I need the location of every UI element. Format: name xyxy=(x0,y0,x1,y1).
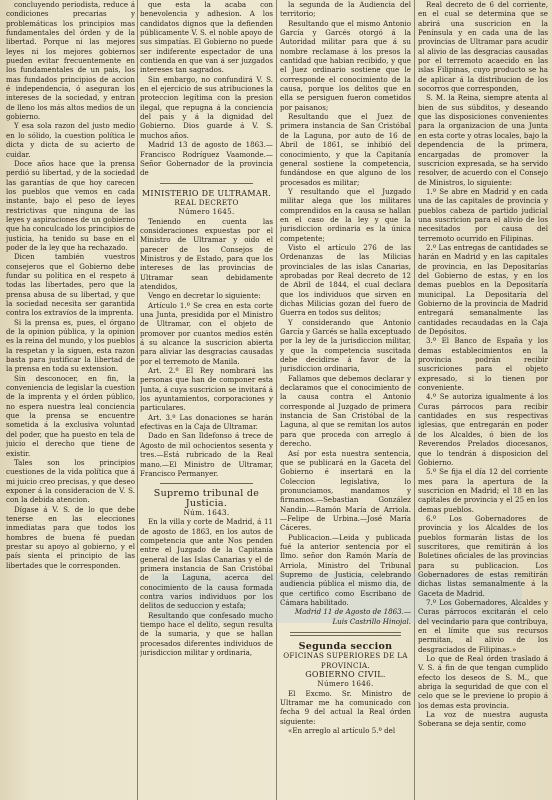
paragraph: concluyendo periodista, reduce á condiciones precarias y problemáticas los principios mas fundamentales del órden y de la libertad. Porque ni las mejores leyes ni los mejores gobiernos pueden evitar frecuentemente en los fundamentales de un pais, los mas fundados principios de accion é independencia, ó aseguran los intereses de la sociedad, y entran de lleno los más altos medios de un gobierno. xyxy=(6,0,135,122)
paragraph: la segunda de la Audiencia del territorio; xyxy=(280,0,411,19)
paragraph: «En arreglo al artículo 5.º del xyxy=(288,726,396,736)
section-heading: Segunda seccion xyxy=(298,641,393,653)
column-1 xyxy=(6,0,135,800)
signature-line: Madrid 13 de agosto de 1863.—Francisco Rodríguez Vaamonde.—Señor Gobernador de la provincia de xyxy=(140,140,273,178)
paragraph: Resultando que el Juez de primera instancia de San Cristóbal de la Laguna, por auto de 16 de Abril de 1861, se inhibió del conocimiento, y que la Capitanía general sostiene la competencia, fundándose en que alguno de los procesados es militar; xyxy=(280,112,411,187)
paragraph: Vengo en decretar lo siguiente: xyxy=(148,291,261,301)
paragraph: Si la prensa es, pues, el órgano de la opinion pública, y la opinion es la reina del mundo, y los pueblos la respetan y la siguen, esta razon basta para justificar la libertad de la prensa en toda su extension. xyxy=(6,317,135,374)
paragraph: Tales son los principios cuestiones de la vida política que á mi juicio creo precisas, y que deseo exponer á la consideracion de V. S. con la debida atencion. xyxy=(6,457,135,505)
subheading: OFICINAS SUPERIORES DE LA PROVINCIA. xyxy=(283,651,408,670)
section-heading: MINISTERIO DE ULTRAMAR. xyxy=(141,188,272,198)
paragraph: Y esa sola razon del justo medio en lo sólido, la cuestion política le dicta y dicta de su acierto de cuidar. xyxy=(6,121,135,159)
column-rule xyxy=(276,0,277,800)
paragraph: La voz de nuestra augusta Soberana se deja sentir, como xyxy=(418,710,548,729)
divider xyxy=(160,483,253,484)
subheading: REAL DECRETO xyxy=(174,197,239,207)
paragraph: Así por esta nuestra sentencia, que se publicará en la Gaceta del Gobierno é insertará en la Coleccion legislativa, lo pronunciamos, mandamos y firmamos.—Sebastian González Nandin.—Ramón María de Arriola.—Felipe de Urbina.—José María Cáceres. xyxy=(280,448,411,533)
paragraph: En la villa y corte de Madrid, á 11 de agosto de 1863, en los autos de competencia que ante Nos penden entre el Juzgado de la Capitanía general de las Islas Canarias y el de primera instancia de San Cristóbal de la Laguna, acerca del conocimiento de la causa formada contra varios individuos por los delitos de seduccion y estafa; xyxy=(140,517,273,611)
paragraph: Real decreto de 6 del corriente, en el cual se determina que se abrirá una suscricion en la Península y en cada una de las provincias de Ultramar para acudir al alivio de las desgracias causadas por el terremoto acaecido en las islas Filipinas, cuyo producto se ha de aplicar á la distribucion de los socorros que corresponden, xyxy=(418,0,548,94)
paragraph: Doce años hace que la prensa perdió su libertad, y de la sociedad las garantías de que hoy carecen los pueblos que vemos en cada instante, bajo el peso de leyes restrictivas que ninguna de las leyes y aspiraciones de un gobierno que ha conculcado los principios de justicia, ha tenido su base en el poder de la ley que ha rechazado. xyxy=(6,158,135,252)
paragraph: 6.º Los Gobernadores de provincia y los Alcaldes de los pueblos formarán listas de los suscritores, que remitirán á los Boletines oficiales de las provincias para su publicacion. Los Gobernadores de estas remitirán dichas listas semanalmente á la Gaceta de Madrid. xyxy=(418,513,548,598)
paragraph: Art. 2.º El Rey nombrará las personas que han de componer esta Junta, á cuya suscricion se invitará á los ayuntamientos, corporaciones y particulares. xyxy=(140,366,273,413)
column-rule xyxy=(414,0,415,800)
paragraph: 1.º Se abre en Madrid y en cada una de las capitales de provincia y pueblos cabeza de partido judicial una suscricion para el alivio de los necesitados por causa del terremoto ocurrido en Filipinas. xyxy=(418,186,548,243)
paragraph: Y considerando que Antonio García y Garcés se halla exceptuado por la ley de la jurisdiccion militar, y que la competencia suscitada debe decidirse á favor de la jurisdiccion ordinaria, xyxy=(280,317,411,374)
paragraph: 3.º El Banco de España y los demas establecimientos en la provincia podrán recibir suscriciones para el objeto expresado, si lo tienen por conveniente. xyxy=(418,336,548,393)
column-3 xyxy=(280,0,411,800)
number-label: Núm. 1643. xyxy=(183,507,230,517)
paragraph: Lo que de Real órden traslado á V. S. á fin de que tengan cumplido efecto los deseos de S. M., que abriga la seguridad de que con el celo que se le previene lo propio á los demas esta provincia. xyxy=(418,654,548,710)
double-divider xyxy=(290,632,401,636)
paragraph: Visto el artículo 276 de las Ordenanzas de las Milicias provinciales de las islas Canarias, aprobadas por Real decreto de 12 de Abril de 1844, el cual declara que los individuos que sirven en dichas Milicias gozan del fuero de Guerra en todos sus delitos; xyxy=(280,242,411,318)
paragraph: Y resultando que el Juzgado militar alega que los militares comprendidos en la causa se hallan en el caso de la ley y que la jurisdiccion ordinaria es la única competente; xyxy=(280,186,411,243)
divider xyxy=(160,183,253,184)
paragraph: Dado en San Ildefonso á trece de Agosto de mil ochocientos sesenta y tres.—Está rubricado de la Real mano.—El Ministro de Ultramar, Francisco Permanyer. xyxy=(140,431,273,478)
number-label: Número 1645. xyxy=(178,207,235,217)
paragraph: El Excmo. Sr. Ministro de Ultramar me ha comunicado con fecha 9 del actual la Real órden siguiente: xyxy=(280,688,411,726)
paragraph: Resultando que el mismo Antonio García y Garcés otorgó á la Autoridad militar para que á su nombre reclamase á los presos la cantidad que habian recibido, y que el Juez ordinario sostiene que le corresponde el conocimiento de la causa, porque los delitos que en ella se persiguen fueron cometidos por paisanos; xyxy=(280,18,411,112)
paragraph: Dígase á V. S. de lo que debe tenerse en las elecciones inmediatas para que todos los hombres de buena fé puedan prestar su apoyo al gobierno, y el país sienta el principio de las libertades que le corresponden. xyxy=(6,504,135,570)
paragraph: 7.º Los Gobernadores, Alcaldes y Curas párrocos excitarán el celo del vecindario para que contribuya, en el límite que sus recursos permitan, al alivio de los desgraciados de Filipinas.» xyxy=(418,598,548,654)
paragraph: Sin embargo, no confundirá V. S. en el ejercicio de sus atribuciones la proteccion legítima con la presion ilegal, que repugna á la conciencia del país y á la dignidad del Gobierno. Dios guarde á V. S. muchos años. xyxy=(140,74,273,140)
paragraph: S. M. la Reina, siempre atenta al bien de sus súbditos, y deseando que las disposiciones convenientes para la organizacion de una Junta en esta corte y otras locales, bajo la dependencia de la primera, encargadas de promover la suscricion expresada, se ha servido resolver, de acuerdo con el Consejo de Ministros, lo siguiente: xyxy=(418,93,548,187)
paragraph: Fallamos que debemos declarar y declaramos que el conocimiento de la causa contra el Antonio corresponde al Juzgado de primera instancia de San Cristóbal de la Laguna, al que se remitan los autos para que proceda con arreglo á derecho. xyxy=(280,373,411,449)
paragraph: Publicacion.—Leida y publicada fué la anterior sentencia por el Ilmo. señor don Ramón María de Arriola, Ministro del Tribunal Supremo de Justicia, celebrando audiencia pública el mismo dia, de que certifico como Escribano de Cámara habilitado. xyxy=(280,532,411,607)
column-rule xyxy=(137,0,138,800)
signature-line: Madrid 11 de Agosto de 1863.—Luis Castrillo Hinojal. xyxy=(294,607,411,626)
paragraph: Artículo 1.º Se crea en esta corte una Junta, presidida por el Ministro de Ultramar, con el objeto de promover por cuantos medios estén á su alcance la suscricion abierta para aliviar las desgracias causadas por el terremoto de Manila. xyxy=(140,300,273,366)
column-2 xyxy=(140,0,273,800)
paragraph: que esta la acaba con benevolencia y adhesion. A los candidatos dignos que la defienden públicamente V. S. el noble apoyo de sus simpatías. El Gobierno no puede ser indiferente espectador de una contienda en que van á ser juzgados intereses tan sagrados. xyxy=(140,0,273,75)
paragraph: Art. 3.º Las donaciones se harán efectivas en la Caja de Ultramar. xyxy=(140,412,273,432)
paragraph: 5.º Se fija el día 12 del corriente mes para la apertura de la suscricion en Madrid; el 18 en las capitales de provincia y el 25 en los demas pueblos. xyxy=(418,467,548,514)
paragraph: 4.º Se autoriza igualmente á los Curas párrocos para recibir cantidades en sus respectivas iglesias, que entregarán en poder de los Alcaldes, ó bien de los Reverendos Prelados diocesanos, que lo tendrán á disposicion del Gobierno. xyxy=(418,392,548,467)
number-label: Número 1646. xyxy=(317,679,374,689)
paragraph: Dicen también vuestros consejeros que el Gobierno debe fundar su política en el respeto á todas las libertades, pero que la prensa abusa de su libertad, y que la sociedad necesita ser garantida contra los extravíos de la imprenta. xyxy=(6,252,135,318)
paragraph: Teniendo en cuenta las consideraciones expuestas por el Ministro de Ultramar y oido el parecer de los Consejos de Ministros y de Estado, para que los intereses de las provincias de Ultramar sean debidamente atendidos, xyxy=(140,216,273,291)
paragraph: 2.º Las entregas de cantidades se harán en Madrid y en las capitales de provincia, en las Depositarías del Gobierno de estas, y en los demas pueblos en la Depositaría municipal. La Depositaría del Gobierno de la provincia de Madrid entregará semanalmente las cantidades recaudadas en la Caja de Depósitos. xyxy=(418,242,548,337)
column-4 xyxy=(418,0,548,800)
paragraph: Sin desconocer, en fin, la conveniencia de legislar la cuestion de la imprenta y el órden público, no espera nuestra leal conciencia que la prensa se encuentre sometida á la exclusiva voluntad del poder, que ha puesto en tela de juicio el derecho que tiene de existir. xyxy=(6,373,135,458)
subheading: GOBIERNO CIVIL. xyxy=(305,670,386,680)
paragraph: Resultando que confesado mucho tiempo hace el delito, segun resulta de la sumaria, y que se hallan procesados diferentes individuos de jurisdiccion militar y ordinaria, xyxy=(140,610,273,658)
section-heading: Supremo tribunal de Justicia. xyxy=(153,488,260,509)
